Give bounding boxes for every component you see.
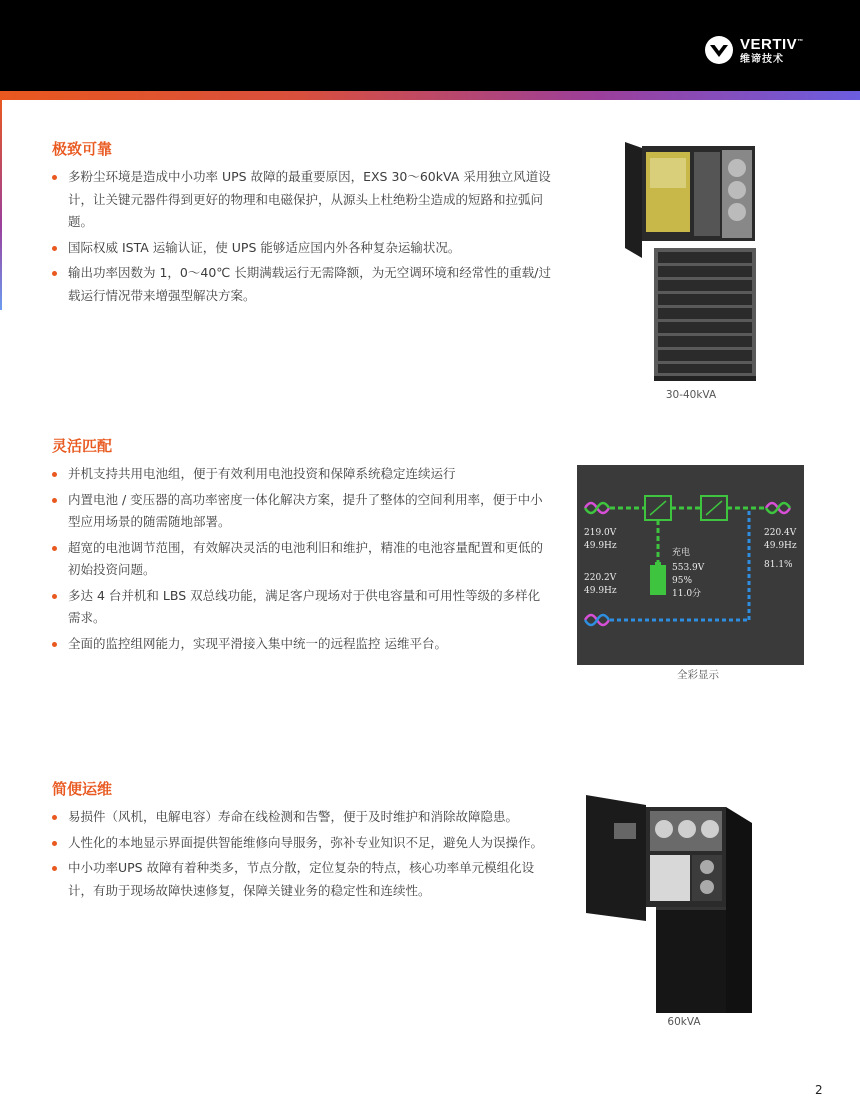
vertiv-logo	[705, 33, 804, 67]
bullet-list-reliable	[52, 166, 552, 310]
list-item: 人性化的本地显示界面提供智能维修向导服务，弥补专业知识不足，避免人为误操作。	[52, 832, 552, 855]
bypass-frequency: 49.9Hz	[584, 586, 617, 596]
list-item: 多粉尘环境是造成中小功率 UPS 故障的最重要原因，EXS 30～60kVA 采用独立风道设计，让关键元器件得到更好的物理和电磁保护，从源头上杜绝粉尘造成的短路和拉弧问题。	[52, 166, 552, 234]
page-number: 2	[815, 1083, 823, 1097]
caption-full-color-display: 全彩显示	[677, 669, 719, 681]
caption-30-40kva: 30-40kVA	[665, 389, 717, 401]
left-accent-bar	[0, 100, 2, 310]
input-voltage: 219.0V	[584, 528, 617, 538]
output-voltage: 220.4V	[764, 528, 797, 538]
battery-runtime: 11.0分	[672, 589, 702, 599]
bypass-voltage: 220.2V	[584, 573, 617, 583]
list-item: 并机支持共用电池组，便于有效利用电池投资和保障系统稳定连续运行	[52, 463, 552, 486]
list-item: 输出功率因数为 1，0～40℃ 长期满载运行无需降额，为无空调环境和经常性的重载/过载运行情况带来增强型解决方案。	[52, 262, 552, 307]
battery-state: 充电	[672, 548, 691, 558]
list-item: 多达 4 台并机和 LBS 双总线功能，满足客户现场对于供电容量和可用性等级的多样化需求。	[52, 585, 552, 630]
list-item: 易损件（风机，电解电容）寿命在线检测和告警，便于及时维护和消除故障隐患。	[52, 806, 552, 829]
full-color-display-image	[577, 465, 804, 665]
caption-60kva: 60kVA	[667, 1016, 701, 1028]
section-title-maintenance: 简便运维	[52, 780, 113, 798]
ups-cabinet-60kva-image	[584, 793, 754, 1018]
brand-name: VERTIV	[740, 36, 798, 53]
battery-icon	[650, 565, 666, 595]
section-title-flexible: 灵活匹配	[52, 437, 113, 455]
list-item: 国际权威 ISTA 运输认证，使 UPS 能够适应国内外各种复杂运输状况。	[52, 237, 552, 260]
battery-capacity: 95%	[672, 576, 693, 586]
vertiv-logo-icon	[705, 36, 733, 64]
gradient-divider	[0, 91, 860, 100]
brand-mark: ™	[797, 39, 804, 45]
battery-voltage: 553.9V	[672, 563, 705, 573]
list-item: 超宽的电池调节范围，有效解决灵活的电池利旧和维护，精准的电池容量配置和更低的初始投资问题。	[52, 537, 552, 582]
section-title-reliable: 极致可靠	[52, 140, 113, 158]
bullet-list-flexible	[52, 463, 552, 658]
list-item: 中小功率UPS 故障有着种类多，节点分散，定位复杂的特点，核心功率单元模组化设计，有助于现场故障快速修复，保障关键业务的稳定性和连续性。	[52, 857, 552, 902]
ups-cabinet-30-40kva-image	[622, 140, 760, 382]
list-item: 全面的监控组网能力，实现平滑接入集中统一的远程监控 运维平台。	[52, 633, 552, 656]
list-item: 内置电池 / 变压器的高功率密度一体化解决方案，提升了整体的空间利用率，便于中小型应用场景的随需随地部署。	[52, 489, 552, 534]
output-load: 81.1%	[764, 560, 793, 570]
output-frequency: 49.9Hz	[764, 541, 797, 551]
input-frequency: 49.9Hz	[584, 541, 617, 551]
brand-subtitle: 维谛技术	[740, 54, 784, 65]
bullet-list-maintenance	[52, 806, 552, 905]
